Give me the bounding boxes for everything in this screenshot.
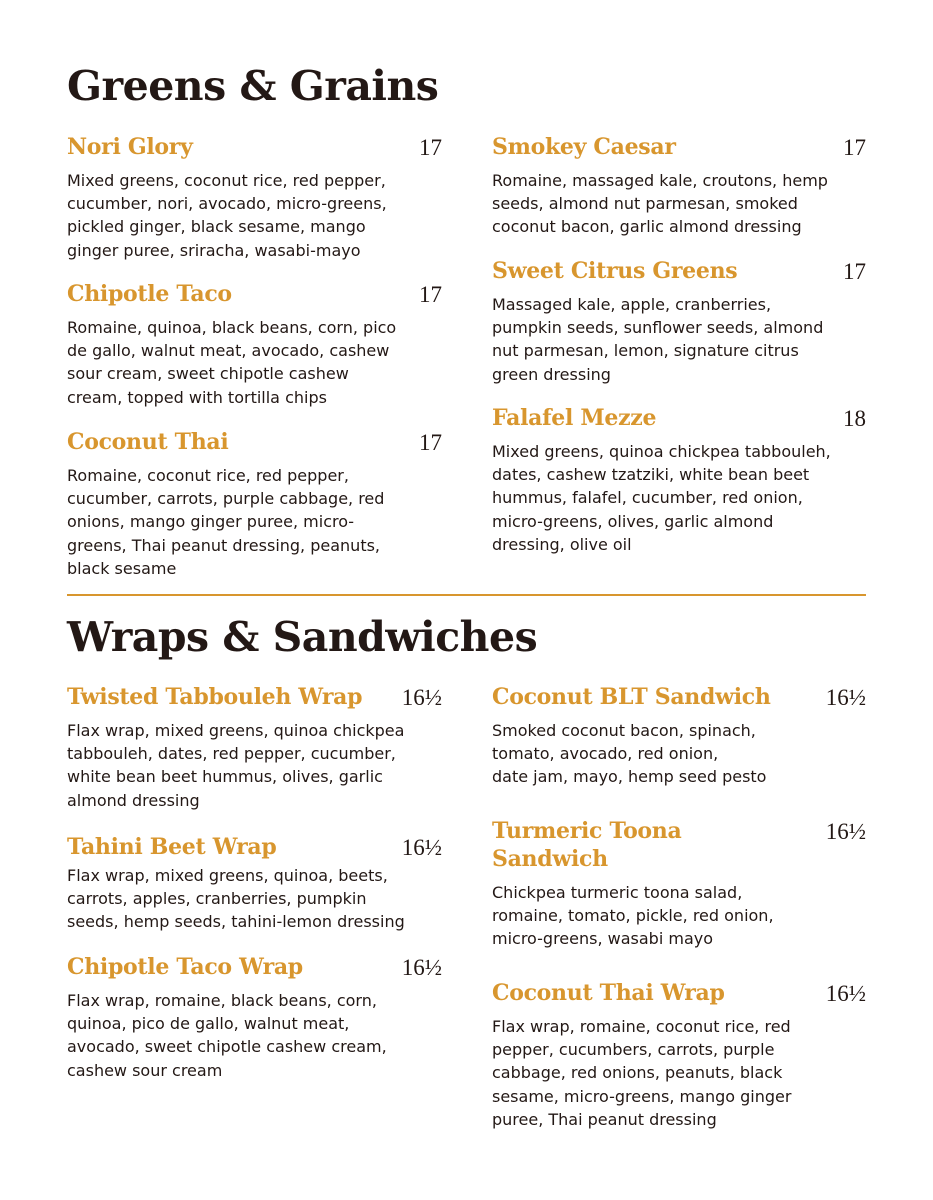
item-description: Romaine, massaged kale, croutons, hemp seeds, almond nut parmesan, smoked coconut bacon, garlic almond dressing bbox=[492, 171, 828, 237]
item-price: 17 bbox=[843, 259, 866, 284]
item-price: 17 bbox=[419, 135, 442, 160]
menu-item bbox=[492, 683, 866, 789]
item-description: Flax wrap, romaine, coconut rice, red pepper, cucumbers, carrots, purple cabbage, red onions, peanuts, black sesame, micro-greens, mango ginger puree, Thai peanut dressing bbox=[492, 1017, 792, 1129]
item-price: 18 bbox=[843, 406, 866, 431]
section-title-greens-grains: Greens & Grains bbox=[67, 62, 439, 110]
menu-item bbox=[67, 133, 442, 262]
menu-item bbox=[492, 404, 866, 556]
item-description: Chickpea turmeric toona salad, romaine, tomato, pickle, red onion, micro-greens, wasabi mayo bbox=[492, 883, 774, 949]
item-name: Falafel Mezze bbox=[492, 405, 657, 431]
item-description: Massaged kale, apple, cranberries, pumpkin seeds, sunflower seeds, almond nut parmesan, lemon, signature citrus green dressing bbox=[492, 295, 824, 384]
menu-item bbox=[67, 833, 442, 934]
item-price: 16½ bbox=[825, 819, 866, 844]
item-name: Chipotle Taco Wrap bbox=[67, 954, 303, 980]
item-name: Chipotle Taco bbox=[67, 281, 232, 307]
item-price: 16½ bbox=[825, 685, 866, 710]
menu-item bbox=[492, 133, 866, 239]
item-description: Romaine, quinoa, black beans, corn, pico de gallo, walnut meat, avocado, cashew sour cream, sweet chipotle cashew cream, topped with tortilla chips bbox=[67, 318, 397, 407]
item-description: Flax wrap, mixed greens, quinoa chickpea tabbouleh, dates, red pepper, cucumber, white bean beet hummus, olives, garlic almond dressing bbox=[67, 721, 405, 810]
item-name: Coconut Thai Wrap bbox=[492, 980, 725, 1006]
item-price: 16½ bbox=[401, 685, 442, 710]
item-description: Mixed greens, quinoa chickpea tabbouleh, dates, cashew tzatziki, white bean beet hummus, falafel, cucumber, red onion, micro-greens, olives, garlic almond dressing, olive oil bbox=[492, 442, 831, 554]
menu-item bbox=[67, 428, 442, 580]
menu-item bbox=[67, 683, 442, 812]
item-description: Flax wrap, romaine, black beans, corn, quinoa, pico de gallo, walnut meat, avocado, sweet chipotle cashew cream, cashew sour cream bbox=[67, 991, 387, 1080]
menu-item bbox=[67, 953, 442, 1082]
item-price: 17 bbox=[419, 430, 442, 455]
menu-item bbox=[492, 257, 866, 386]
item-name: Twisted Tabbouleh Wrap bbox=[67, 684, 363, 710]
item-description: Mixed greens, coconut rice, red pepper, cucumber, nori, avocado, micro-greens, pickled ginger, black sesame, mango ginger puree, sriracha, wasabi-mayo bbox=[67, 171, 387, 260]
item-description: Flax wrap, mixed greens, quinoa, beets, carrots, apples, cranberries, pumpkin seeds, hemp seeds, tahini-lemon dressing bbox=[67, 866, 405, 932]
item-price: 16½ bbox=[825, 981, 866, 1006]
item-description: Romaine, coconut rice, red pepper, cucumber, carrots, purple cabbage, red onions, mango ginger puree, micro- greens, Thai peanut dressing, peanuts, black sesame bbox=[67, 466, 385, 578]
item-description: Smoked coconut bacon, spinach, tomato, avocado, red onion, date jam, mayo, hemp seed pesto bbox=[492, 721, 767, 787]
item-name: Nori Glory bbox=[67, 134, 193, 160]
item-price: 16½ bbox=[401, 955, 442, 980]
item-name: Coconut Thai bbox=[67, 429, 229, 455]
item-name: Sweet Citrus Greens bbox=[492, 258, 738, 284]
section-title-wraps-sandwiches: Wraps & Sandwiches bbox=[67, 613, 538, 661]
item-price: 17 bbox=[843, 135, 866, 160]
item-price: 17 bbox=[419, 282, 442, 307]
menu-item bbox=[67, 280, 442, 409]
menu-item bbox=[492, 979, 866, 1131]
item-name: Turmeric Toona Sandwich bbox=[492, 818, 682, 872]
item-name: Coconut BLT Sandwich bbox=[492, 684, 771, 710]
item-price: 16½ bbox=[401, 835, 442, 860]
item-name: Tahini Beet Wrap bbox=[67, 834, 277, 860]
section-divider bbox=[67, 594, 866, 596]
item-name: Smokey Caesar bbox=[492, 134, 676, 160]
menu-item bbox=[492, 817, 866, 951]
